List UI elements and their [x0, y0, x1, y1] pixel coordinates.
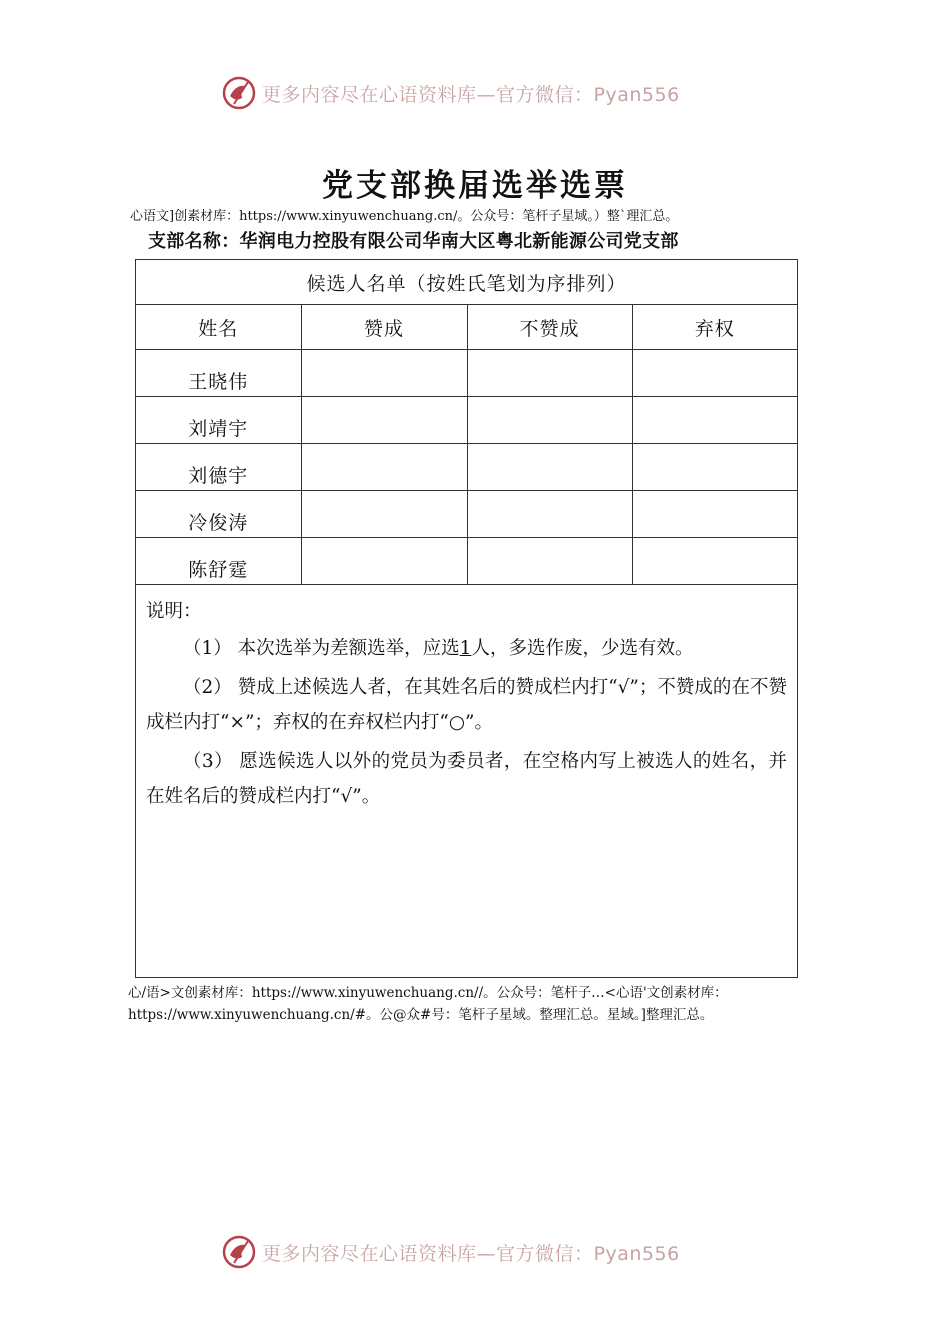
instruction-item-2: （2） 赞成上述候选人者，在其姓名后的赞成栏内打“√”；不赞成的在不赞成栏内打“×”；弃权的在弃权栏内打“○”。 — [146, 677, 787, 733]
abstain-box[interactable] — [632, 397, 797, 444]
column-header-disapprove: 不赞成 — [467, 305, 632, 350]
candidate-table — [136, 260, 797, 585]
ballot-form — [135, 259, 798, 978]
table-row — [136, 538, 797, 585]
instruction-text: 人，多选作废，少选有效。 — [471, 638, 694, 659]
candidate-name: 刘靖宇 — [136, 397, 301, 444]
instruction-item-1 — [146, 631, 787, 666]
table-row — [136, 397, 797, 444]
approve-box[interactable] — [301, 397, 467, 444]
page-title: 党支部换届选举选票 — [322, 168, 628, 204]
disapprove-box[interactable] — [467, 397, 632, 444]
abstain-box[interactable] — [632, 491, 797, 538]
column-header-approve: 赞成 — [301, 305, 467, 350]
candidate-name: 刘德宇 — [136, 444, 301, 491]
source-note: 心语文]创素材库：https://www.xinyuwenchuang.cn/。公众号：笔杆子星域。）整`理汇总。 — [130, 209, 679, 224]
column-header-name: 姓名 — [136, 305, 301, 350]
brand-logo-icon — [222, 1235, 256, 1269]
table-header-row — [136, 305, 797, 350]
banner-text: 更多内容尽在心语资料库—官方微信：Pyan556 — [262, 83, 680, 106]
brand-logo-icon — [222, 76, 256, 110]
table-caption-row — [136, 260, 797, 305]
abstain-box[interactable] — [632, 444, 797, 491]
instructions-label: 说明： — [146, 601, 202, 622]
table-row — [136, 491, 797, 538]
disapprove-box[interactable] — [467, 444, 632, 491]
footer-note: 心/语>文创素材库：https://www.xinyuwenchuang.cn//。公众号：笔杆子…<心语'文创素材库：https://www.xinyuwenchuang.cn/#。公@众#号：笔杆子星域。整理汇总。星域。]整理汇总。 — [128, 985, 728, 1023]
candidate-name: 陈舒霆 — [136, 538, 301, 585]
approve-box[interactable] — [301, 538, 467, 585]
candidate-name: 冷俊涛 — [136, 491, 301, 538]
banner-text: 更多内容尽在心语资料库—官方微信：Pyan556 — [262, 1242, 680, 1265]
approve-box[interactable] — [301, 350, 467, 397]
approve-box[interactable] — [301, 444, 467, 491]
candidate-name: 王晓伟 — [136, 350, 301, 397]
approve-box[interactable] — [301, 491, 467, 538]
table-caption: 候选人名单（按姓氏笔划为序排列） — [136, 260, 797, 305]
disapprove-box[interactable] — [467, 491, 632, 538]
table-row — [136, 350, 797, 397]
disapprove-box[interactable] — [467, 350, 632, 397]
bottom-banner — [222, 1232, 742, 1272]
table-row — [136, 444, 797, 491]
branch-name: 支部名称：华润电力控股有限公司华南大区粤北新能源公司党支部 — [148, 231, 679, 252]
disapprove-box[interactable] — [467, 538, 632, 585]
instructions — [136, 585, 797, 814]
abstain-box[interactable] — [632, 350, 797, 397]
elect-count: 1 — [459, 638, 472, 659]
instruction-item-3: （3） 愿选候选人以外的党员为委员者，在空格内写上被选人的姓名，并在姓名后的赞成栏内打“√”。 — [146, 751, 787, 807]
instruction-text: （1） 本次选举为差额选举，应选 — [183, 638, 460, 659]
column-header-abstain: 弃权 — [632, 305, 797, 350]
top-banner — [222, 73, 742, 113]
abstain-box[interactable] — [632, 538, 797, 585]
